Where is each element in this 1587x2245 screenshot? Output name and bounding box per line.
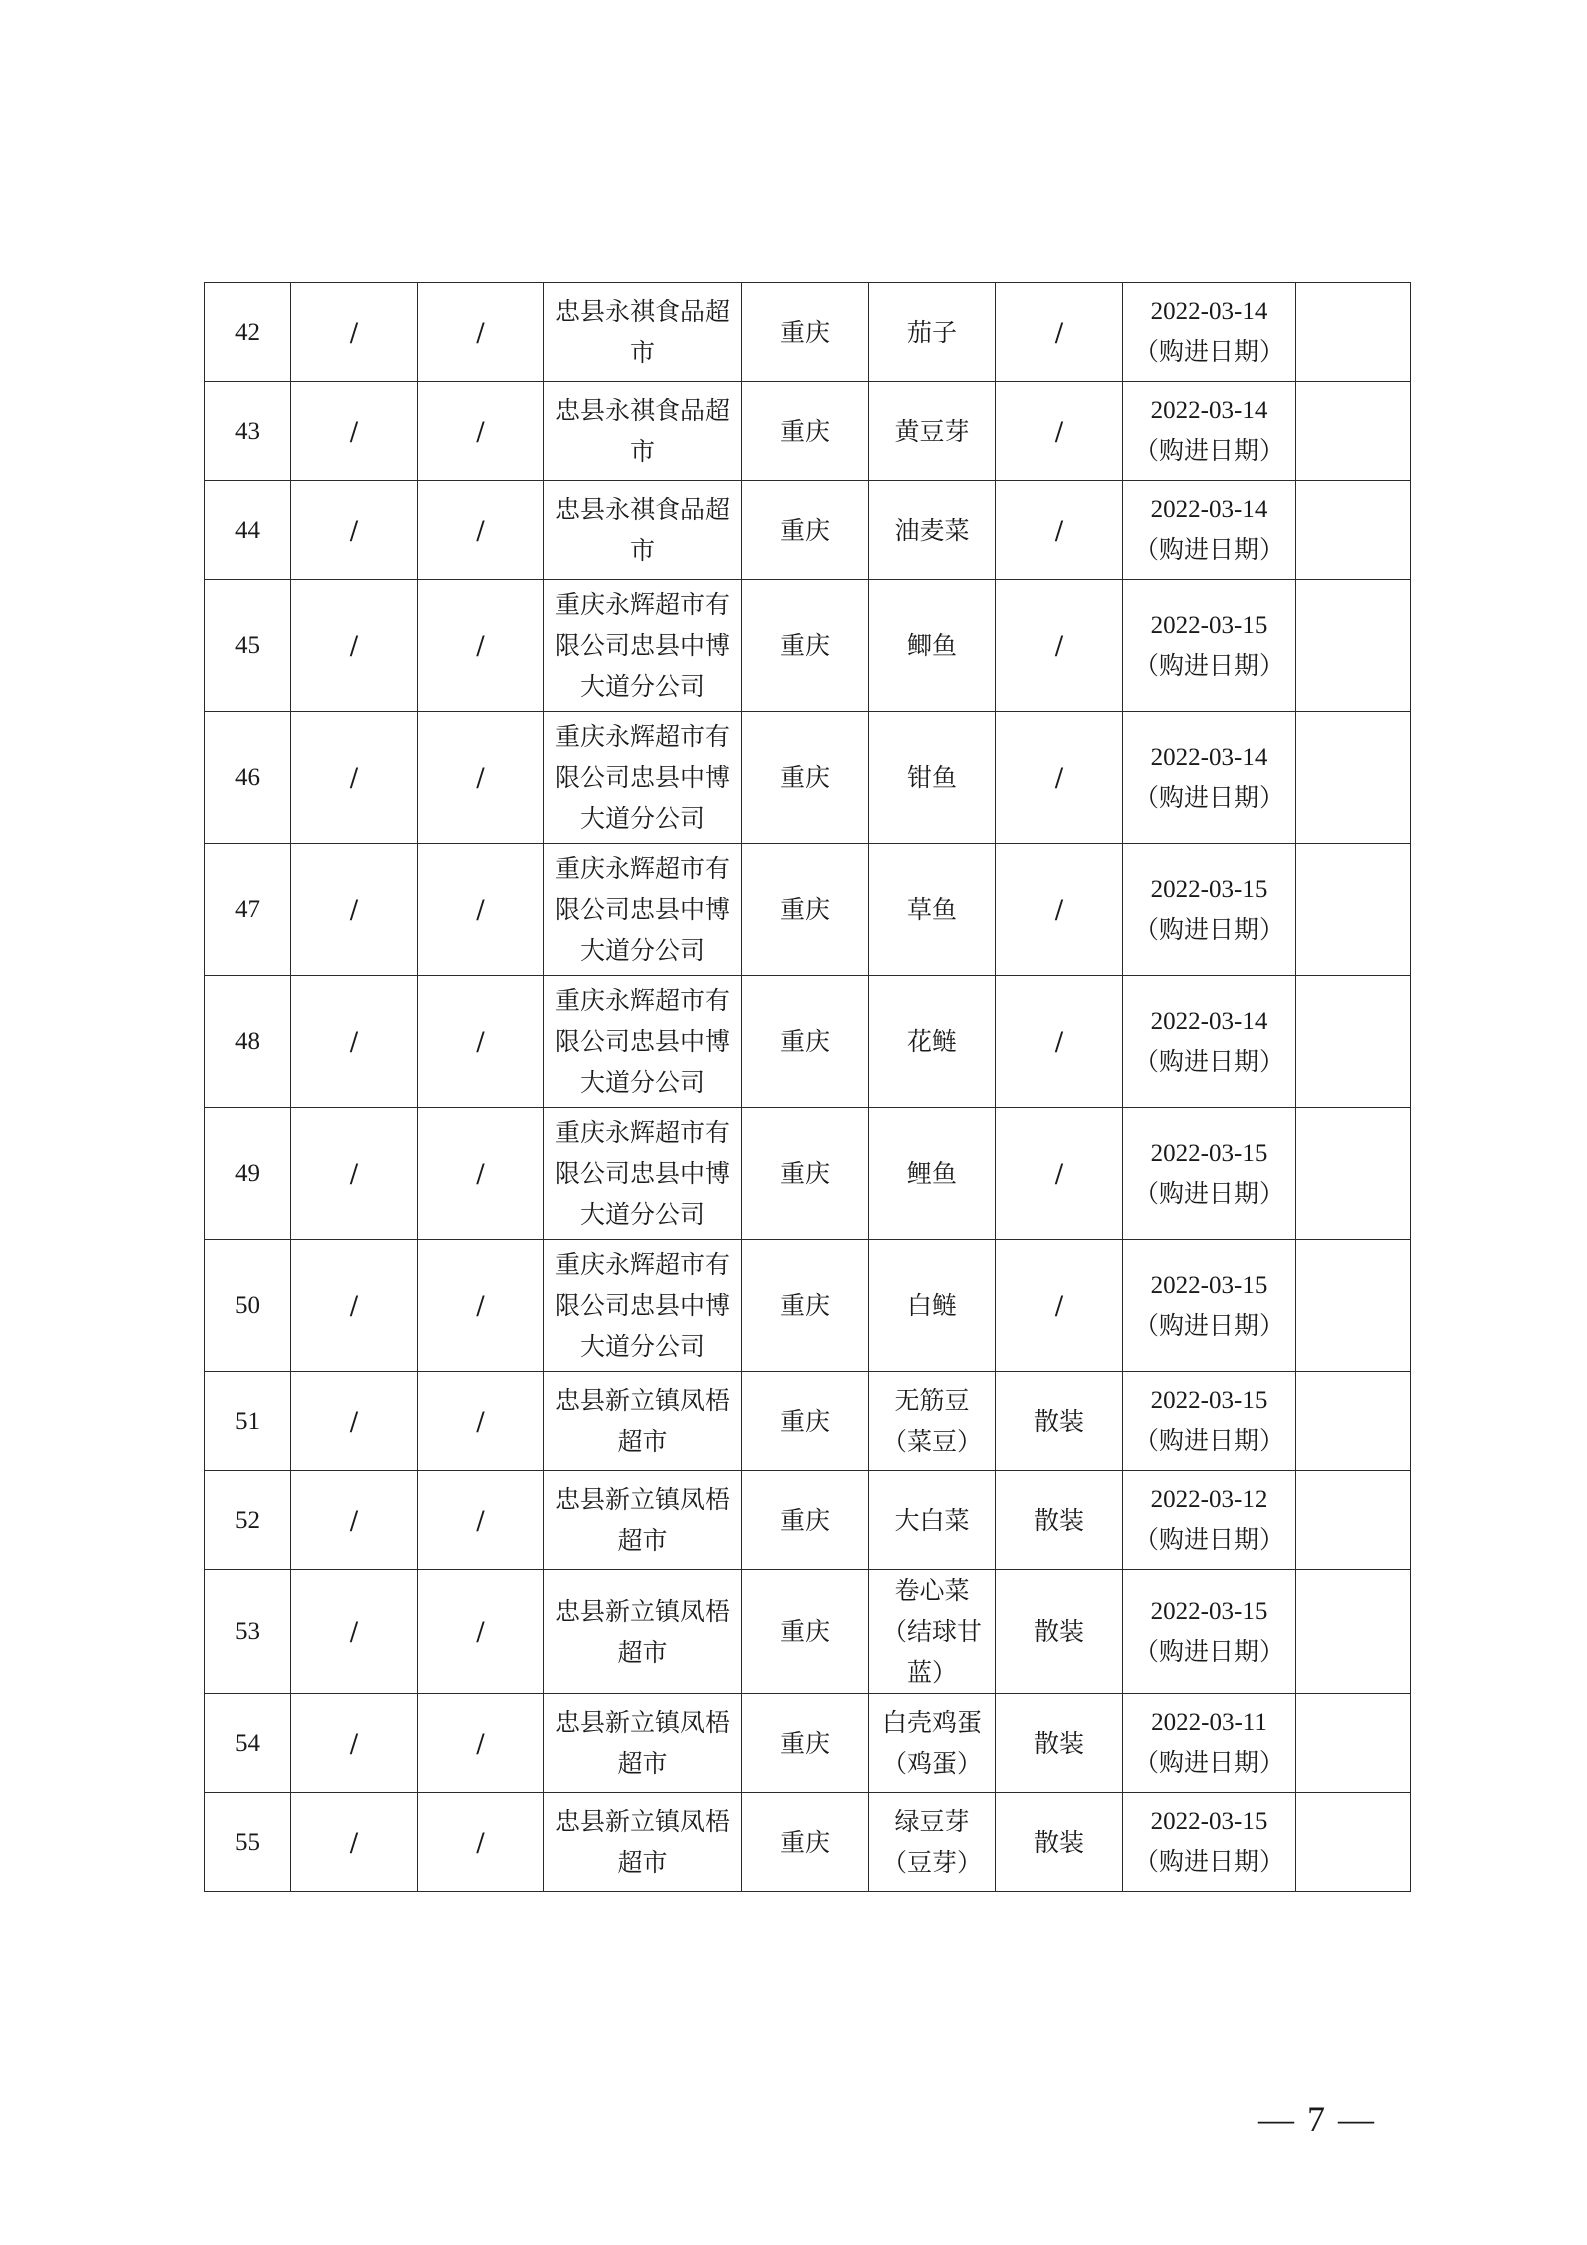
cell-purchase-date xyxy=(1123,382,1296,481)
cell-purchase-date xyxy=(1123,844,1296,976)
cell-region: 重庆 xyxy=(742,283,869,382)
cell-spec: 散装 xyxy=(996,1372,1123,1471)
table-row xyxy=(205,1570,1411,1694)
cell-region: 重庆 xyxy=(742,1240,869,1372)
cell-purchase-date xyxy=(1123,1471,1296,1570)
date-note: （购进日期） xyxy=(1133,537,1284,564)
row-number: 44 xyxy=(205,481,291,580)
cell-product-name: 花鲢 xyxy=(869,976,996,1108)
cell-region: 重庆 xyxy=(742,712,869,844)
row-number: 53 xyxy=(205,1570,291,1694)
row-number: 42 xyxy=(205,283,291,382)
cell-region: 重庆 xyxy=(742,976,869,1108)
cell-spec: / xyxy=(996,283,1123,382)
cell-remarks xyxy=(1296,481,1411,580)
cell-remarks xyxy=(1296,283,1411,382)
cell-region: 重庆 xyxy=(742,580,869,712)
cell-slash: / xyxy=(418,283,544,382)
cell-purchase-date xyxy=(1123,1694,1296,1793)
cell-business-name: 忠县新立镇凤梧超市 xyxy=(544,1570,742,1694)
row-number: 45 xyxy=(205,580,291,712)
cell-spec: / xyxy=(996,976,1123,1108)
date-value: 2022-03-14 xyxy=(1150,298,1268,325)
cell-spec: / xyxy=(996,481,1123,580)
cell-slash: / xyxy=(291,1570,418,1694)
date-note: （购进日期） xyxy=(1133,1750,1284,1777)
cell-region: 重庆 xyxy=(742,1471,869,1570)
cell-purchase-date xyxy=(1123,481,1296,580)
cell-purchase-date xyxy=(1123,712,1296,844)
cell-business-name: 重庆永辉超市有限公司忠县中博大道分公司 xyxy=(544,580,742,712)
cell-slash: / xyxy=(291,1471,418,1570)
cell-slash: / xyxy=(418,1108,544,1240)
cell-slash: / xyxy=(418,1793,544,1892)
cell-remarks xyxy=(1296,976,1411,1108)
date-note: （购进日期） xyxy=(1133,1638,1284,1666)
cell-remarks xyxy=(1296,1570,1411,1694)
date-note: （购进日期） xyxy=(1133,1048,1284,1076)
cell-region: 重庆 xyxy=(742,844,869,976)
cell-slash: / xyxy=(291,844,418,976)
date-value: 2022-03-15 xyxy=(1150,611,1268,639)
cell-slash: / xyxy=(291,1694,418,1793)
cell-region: 重庆 xyxy=(742,382,869,481)
row-number: 54 xyxy=(205,1694,291,1793)
cell-slash: / xyxy=(418,712,544,844)
cell-slash: / xyxy=(291,1240,418,1372)
table-row xyxy=(205,1240,1411,1372)
cell-business-name: 重庆永辉超市有限公司忠县中博大道分公司 xyxy=(544,844,742,976)
table-row xyxy=(205,382,1411,481)
cell-product-name: 大白菜 xyxy=(869,1471,996,1570)
row-number: 48 xyxy=(205,976,291,1108)
cell-business-name: 重庆永辉超市有限公司忠县中博大道分公司 xyxy=(544,1240,742,1372)
cell-product-name: 钳鱼 xyxy=(869,712,996,844)
cell-spec: 散装 xyxy=(996,1570,1123,1694)
table-row xyxy=(205,1471,1411,1570)
cell-slash: / xyxy=(291,712,418,844)
row-number: 47 xyxy=(205,844,291,976)
cell-remarks xyxy=(1296,1694,1411,1793)
cell-business-name: 忠县新立镇凤梧超市 xyxy=(544,1694,742,1793)
date-value: 2022-03-15 xyxy=(1150,1271,1268,1299)
cell-business-name: 忠县永祺食品超市 xyxy=(544,481,742,580)
table-row xyxy=(205,976,1411,1108)
cell-remarks xyxy=(1296,382,1411,481)
table-row xyxy=(205,481,1411,580)
cell-product-name: 白鲢 xyxy=(869,1240,996,1372)
cell-slash: / xyxy=(291,1793,418,1892)
date-note: （购进日期） xyxy=(1133,916,1284,944)
date-note: （购进日期） xyxy=(1133,1180,1284,1208)
row-number: 50 xyxy=(205,1240,291,1372)
cell-business-name: 重庆永辉超市有限公司忠县中博大道分公司 xyxy=(544,1108,742,1240)
cell-product-name: 黄豆芽 xyxy=(869,382,996,481)
cell-remarks xyxy=(1296,1471,1411,1570)
cell-slash: / xyxy=(291,283,418,382)
inspection-results-table xyxy=(204,282,1411,1892)
cell-slash: / xyxy=(291,976,418,1108)
cell-product-name: 鲤鱼 xyxy=(869,1108,996,1240)
cell-business-name: 忠县新立镇凤梧超市 xyxy=(544,1471,742,1570)
date-value: 2022-03-12 xyxy=(1150,1486,1268,1513)
cell-region: 重庆 xyxy=(742,1793,869,1892)
cell-purchase-date xyxy=(1123,976,1296,1108)
row-number: 43 xyxy=(205,382,291,481)
cell-product-name: 卷心菜（结球甘蓝） xyxy=(869,1570,996,1694)
cell-product-name: 无筋豆（菜豆） xyxy=(869,1372,996,1471)
row-number: 51 xyxy=(205,1372,291,1471)
cell-product-name: 绿豆芽（豆芽） xyxy=(869,1793,996,1892)
date-value: 2022-03-15 xyxy=(1150,1597,1268,1625)
cell-region: 重庆 xyxy=(742,1570,869,1694)
cell-product-name: 鲫鱼 xyxy=(869,580,996,712)
cell-purchase-date xyxy=(1123,1108,1296,1240)
cell-region: 重庆 xyxy=(742,1694,869,1793)
cell-slash: / xyxy=(291,1108,418,1240)
date-note: （购进日期） xyxy=(1133,784,1284,812)
cell-spec: 散装 xyxy=(996,1793,1123,1892)
cell-slash: / xyxy=(418,1372,544,1471)
cell-product-name: 油麦菜 xyxy=(869,481,996,580)
cell-purchase-date xyxy=(1123,580,1296,712)
cell-purchase-date xyxy=(1123,1372,1296,1471)
cell-purchase-date xyxy=(1123,1570,1296,1694)
date-value: 2022-03-15 xyxy=(1150,875,1268,903)
cell-spec: / xyxy=(996,1108,1123,1240)
cell-product-name: 茄子 xyxy=(869,283,996,382)
cell-slash: / xyxy=(418,1694,544,1793)
table-row xyxy=(205,580,1411,712)
row-number: 55 xyxy=(205,1793,291,1892)
cell-region: 重庆 xyxy=(742,1108,869,1240)
table-row xyxy=(205,283,1411,382)
date-note: （购进日期） xyxy=(1133,1428,1284,1455)
table-row xyxy=(205,712,1411,844)
cell-spec: / xyxy=(996,712,1123,844)
table-row xyxy=(205,1372,1411,1471)
date-value: 2022-03-14 xyxy=(1150,496,1268,523)
cell-spec: / xyxy=(996,580,1123,712)
table-row xyxy=(205,1793,1411,1892)
cell-remarks xyxy=(1296,580,1411,712)
table-row xyxy=(205,1108,1411,1240)
date-value: 2022-03-15 xyxy=(1150,1808,1268,1835)
cell-remarks xyxy=(1296,844,1411,976)
cell-remarks xyxy=(1296,1240,1411,1372)
cell-business-name: 重庆永辉超市有限公司忠县中博大道分公司 xyxy=(544,712,742,844)
cell-slash: / xyxy=(418,580,544,712)
row-number: 49 xyxy=(205,1108,291,1240)
cell-remarks xyxy=(1296,712,1411,844)
cell-business-name: 忠县新立镇凤梧超市 xyxy=(544,1793,742,1892)
cell-slash: / xyxy=(418,1240,544,1372)
cell-slash: / xyxy=(418,382,544,481)
cell-slash: / xyxy=(418,481,544,580)
cell-region: 重庆 xyxy=(742,481,869,580)
cell-slash: / xyxy=(291,481,418,580)
cell-business-name: 忠县新立镇凤梧超市 xyxy=(544,1372,742,1471)
cell-purchase-date xyxy=(1123,1793,1296,1892)
page-number: — 7 — xyxy=(1258,2099,1376,2139)
cell-slash: / xyxy=(291,580,418,712)
cell-slash: / xyxy=(418,1570,544,1694)
table-row xyxy=(205,844,1411,976)
cell-slash: / xyxy=(291,1372,418,1471)
cell-spec: 散装 xyxy=(996,1471,1123,1570)
cell-business-name: 忠县永祺食品超市 xyxy=(544,382,742,481)
cell-slash: / xyxy=(418,976,544,1108)
cell-remarks xyxy=(1296,1372,1411,1471)
cell-slash: / xyxy=(418,844,544,976)
cell-spec: / xyxy=(996,1240,1123,1372)
cell-product-name: 草鱼 xyxy=(869,844,996,976)
date-value: 2022-03-11 xyxy=(1151,1709,1267,1736)
cell-spec: / xyxy=(996,382,1123,481)
cell-region: 重庆 xyxy=(742,1372,869,1471)
cell-spec: 散装 xyxy=(996,1694,1123,1793)
table-body xyxy=(205,283,1411,1892)
date-value: 2022-03-14 xyxy=(1150,397,1268,424)
cell-remarks xyxy=(1296,1793,1411,1892)
date-value: 2022-03-14 xyxy=(1150,1007,1268,1035)
date-note: （购进日期） xyxy=(1133,1312,1284,1340)
date-note: （购进日期） xyxy=(1133,1849,1284,1876)
cell-business-name: 重庆永辉超市有限公司忠县中博大道分公司 xyxy=(544,976,742,1108)
row-number: 52 xyxy=(205,1471,291,1570)
table-row xyxy=(205,1694,1411,1793)
date-note: （购进日期） xyxy=(1133,652,1284,680)
date-value: 2022-03-14 xyxy=(1150,743,1268,771)
cell-slash: / xyxy=(418,1471,544,1570)
row-number: 46 xyxy=(205,712,291,844)
cell-business-name: 忠县永祺食品超市 xyxy=(544,283,742,382)
date-note: （购进日期） xyxy=(1133,438,1284,465)
cell-product-name: 白壳鸡蛋（鸡蛋） xyxy=(869,1694,996,1793)
cell-purchase-date xyxy=(1123,283,1296,382)
date-note: （购进日期） xyxy=(1133,1527,1284,1554)
date-note: （购进日期） xyxy=(1133,339,1284,366)
cell-spec: / xyxy=(996,844,1123,976)
cell-purchase-date xyxy=(1123,1240,1296,1372)
cell-remarks xyxy=(1296,1108,1411,1240)
cell-slash: / xyxy=(291,382,418,481)
date-value: 2022-03-15 xyxy=(1150,1387,1268,1414)
date-value: 2022-03-15 xyxy=(1150,1139,1268,1167)
